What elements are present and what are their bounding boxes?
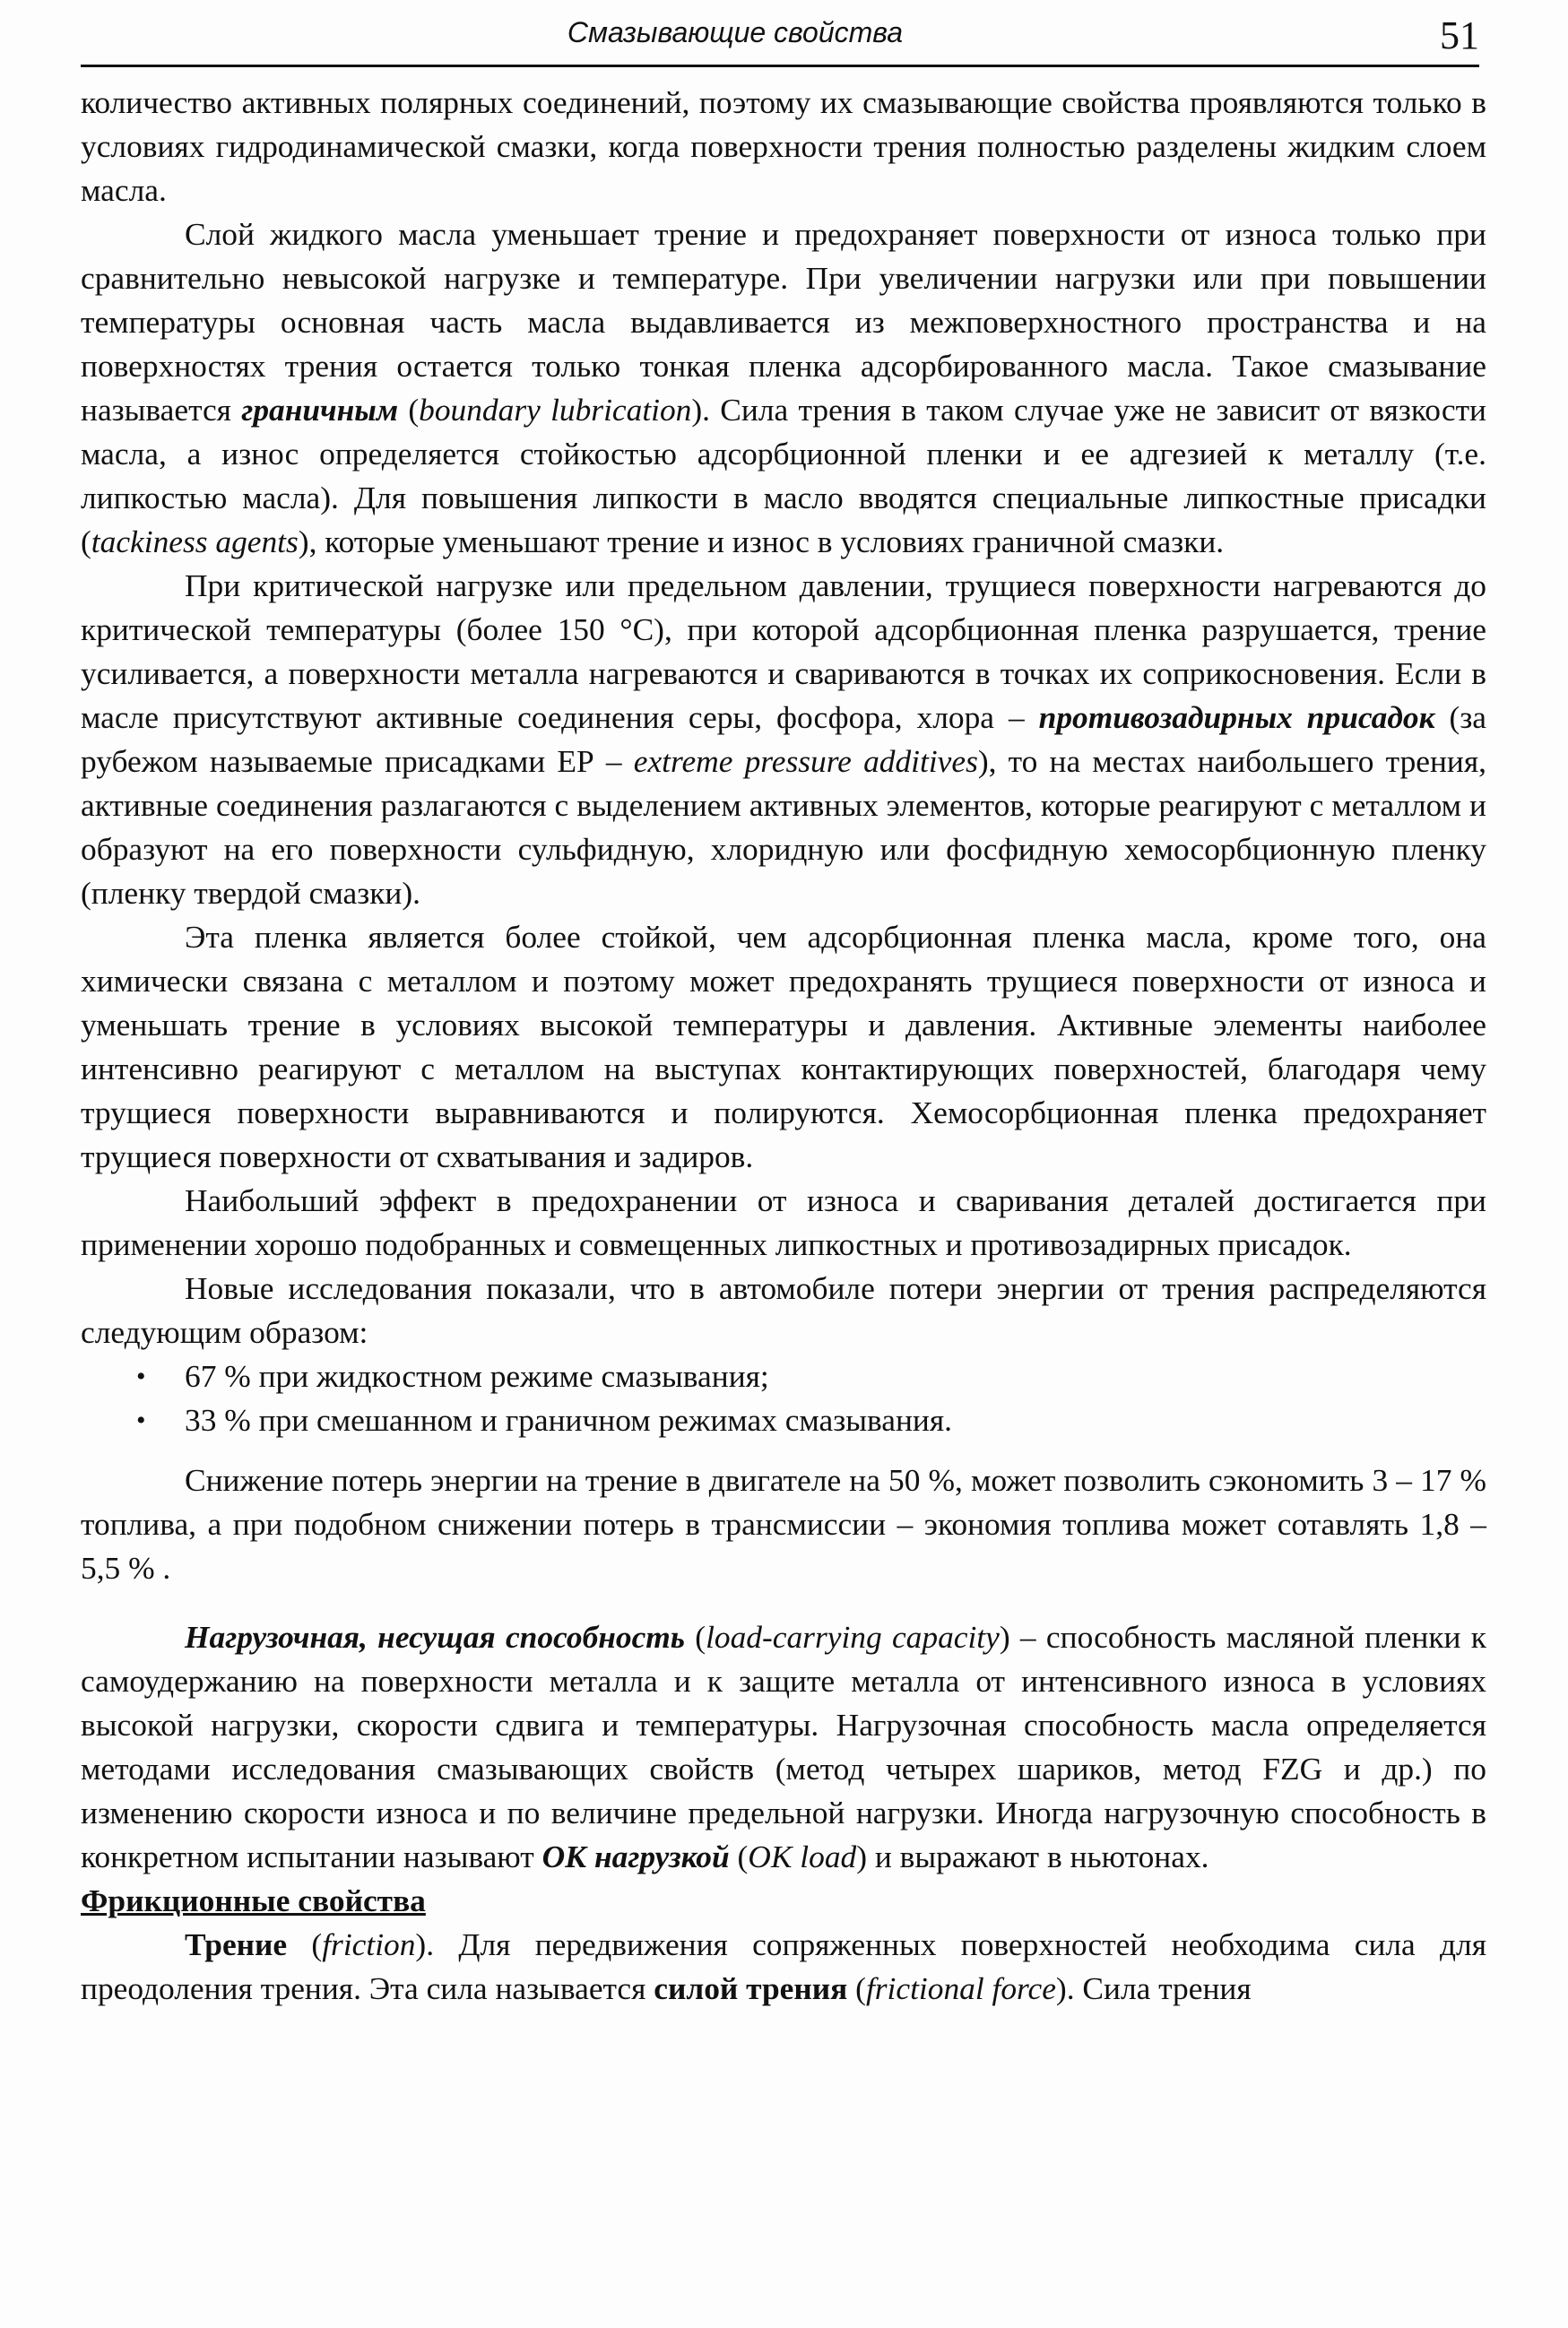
paragraph-text: ( [729, 1839, 749, 1874]
running-header-title: Смазывающие свойства [567, 16, 904, 48]
paragraph-text: количество активных полярных соединений, поэтому их смазывающие свойства проявляются только в условиях гидродинамической смазки, когда поверхности трения полностью разделены жидким слоем масла. [81, 84, 1486, 208]
english-term: boundary lubrication [419, 392, 692, 428]
paragraph-text: ) – способность масляной пленки к самоудержанию на поверхности металла и к защите металла от интенсивного износа в условиях высокой нагрузки, скорости сдвига и температуры. Нагрузочная способность масла определяется методами исследования смазывающих свойств (метод четырех шариков, метод FZG и др.) по изменению скорости износа и по величине предельной нагрузки. Иногда нагрузочную способность в конкретном испытании называют [81, 1619, 1486, 1874]
body-text [81, 81, 1486, 2011]
paragraph-text: ( [287, 1926, 323, 1962]
page-number: 51 [1440, 13, 1479, 57]
running-header [81, 13, 1479, 67]
term-boundary: граничным [241, 392, 399, 428]
bullet-list [81, 1354, 1486, 1442]
paragraph-text: Слой жидкого масла уменьшает трение и предохраняет поверхности от износа только при сравнительно невысокой нагрузке и температуре. При увеличении нагрузки или при повышении температуры основная часть масла выдавливается из межповерхностного пространства и на поверхностях трения остается только тонкая пленка адсорбированного масла. Такое смазывание называется [81, 216, 1486, 428]
paragraph-continuation [81, 81, 1486, 212]
term-antiwear-additives: противозадирных присадок [1038, 699, 1435, 735]
list-item [81, 1398, 1486, 1442]
list-item [81, 1354, 1486, 1398]
paragraph-energy-losses [81, 1267, 1486, 1354]
bullet-icon: • [136, 1406, 146, 1435]
section-heading: Фрикционные свойства [81, 1882, 426, 1918]
paragraph-fuel-savings [81, 1458, 1486, 1590]
english-term: OK load [748, 1839, 857, 1874]
paragraph-text: ( [847, 1970, 866, 2006]
paragraph-friction [81, 1923, 1486, 2011]
term-load-capacity: Нагрузочная, несущая способность [185, 1619, 685, 1655]
paragraph-text: Новые исследования показали, что в автомобиле потери энергии от трения распределяются следующим образом: [81, 1270, 1486, 1350]
paragraph-text: ). Для передвижения сопряженных поверхностей необходима сила для преодоления трения. Эта сила называется [81, 1926, 1486, 2006]
paragraph-chemisorption-film [81, 915, 1486, 1179]
paragraph-text: ( [398, 392, 420, 428]
paragraph-text: Эта пленка является более стойкой, чем адсорбционная пленка масла, кроме того, она химически связана с металлом и поэтому может предохранять трущиеся поверхности от износа и уменьшать трение в условиях высокой температуры и давления. Активные элементы наиболее интенсивно реагируют с металлом на выступах контактирующих поверхностей, благодаря чему трущиеся поверхности выравниваются и полируются. Хемосорбционная пленка предохраняет трущиеся поверхности от схватывания и задиров. [81, 919, 1486, 1174]
english-term: load-carrying capacity [706, 1619, 1000, 1655]
paragraph-text: (за рубежом называемые присадками ЕР – [81, 699, 1487, 779]
paragraph-load-capacity [81, 1615, 1486, 1879]
paragraph-text: ( [684, 1619, 706, 1655]
paragraph-text: ), то на местах наибольшего трения, активные соединения разлагаются с выделением активных элементов, которые реагируют с металлом и образуют на его поверхности сульфидную, хлоридную или фосфидную хемосорбционную пленку (пленку твердой смазки). [81, 743, 1486, 911]
term-ok-load: ОК нагрузкой [541, 1839, 730, 1874]
paragraph-greatest-effect [81, 1179, 1486, 1267]
paragraph-text: ). Сила трения в таком случае уже не зависит от вязкости масла, а износ определяется стойкостью адсорбционной пленки и ее адгезией к металлу (т.е. липкостью масла). Для повышения липкости в масло вводятся специальные липкостные присадки ( [81, 392, 1486, 559]
paragraph-text: ), которые уменьшают трение и износ в условиях граничной смазки. [298, 524, 1225, 559]
paragraph-text: Наибольший эффект в предохранении от износа и сваривания деталей достигается при применении хорошо подобранных и совмещенных липкостных и противозадирных присадок. [81, 1182, 1486, 1262]
english-term: tackiness agents [91, 524, 299, 559]
paragraph-boundary-lubrication [81, 212, 1486, 564]
english-term: frictional force [865, 1970, 1056, 2006]
english-term: extreme pressure additives [633, 743, 978, 779]
list-item-text: 33 % при смешанном и граничном режимах смазывания. [185, 1402, 952, 1438]
paragraph-text: При критической нагрузке или предельном давлении, трущиеся поверхности нагреваются до критической температуры (более 150 °С), при которой адсорбционная пленка разрушается, трение усиливается, а поверхности металла нагреваются и свариваются в точках их соприкосновения. Если в масле присутствуют активные соединения серы, фосфора, хлора – [81, 567, 1486, 735]
english-term: friction [322, 1926, 416, 1962]
term-friction: Трение [185, 1926, 288, 1962]
paragraph-extreme-pressure [81, 564, 1486, 915]
list-item-text: 67 % при жидкостном режиме смазывания; [185, 1358, 769, 1394]
paragraph-text: ) и выражают в ньютонах. [856, 1839, 1209, 1874]
paragraph-text: Снижение потерь энергии на трение в двигателе на 50 %, может позволить сэкономить 3 – 17 % топлива, а при подобном снижении потерь в трансмиссии – экономия топлива может сотавлять 1,8 – 5,5 % . [81, 1462, 1486, 1586]
paragraph-text: ). Сила трения [1055, 1970, 1252, 2006]
term-friction-force: силой трения [654, 1970, 848, 2006]
bullet-icon: • [136, 1362, 146, 1391]
